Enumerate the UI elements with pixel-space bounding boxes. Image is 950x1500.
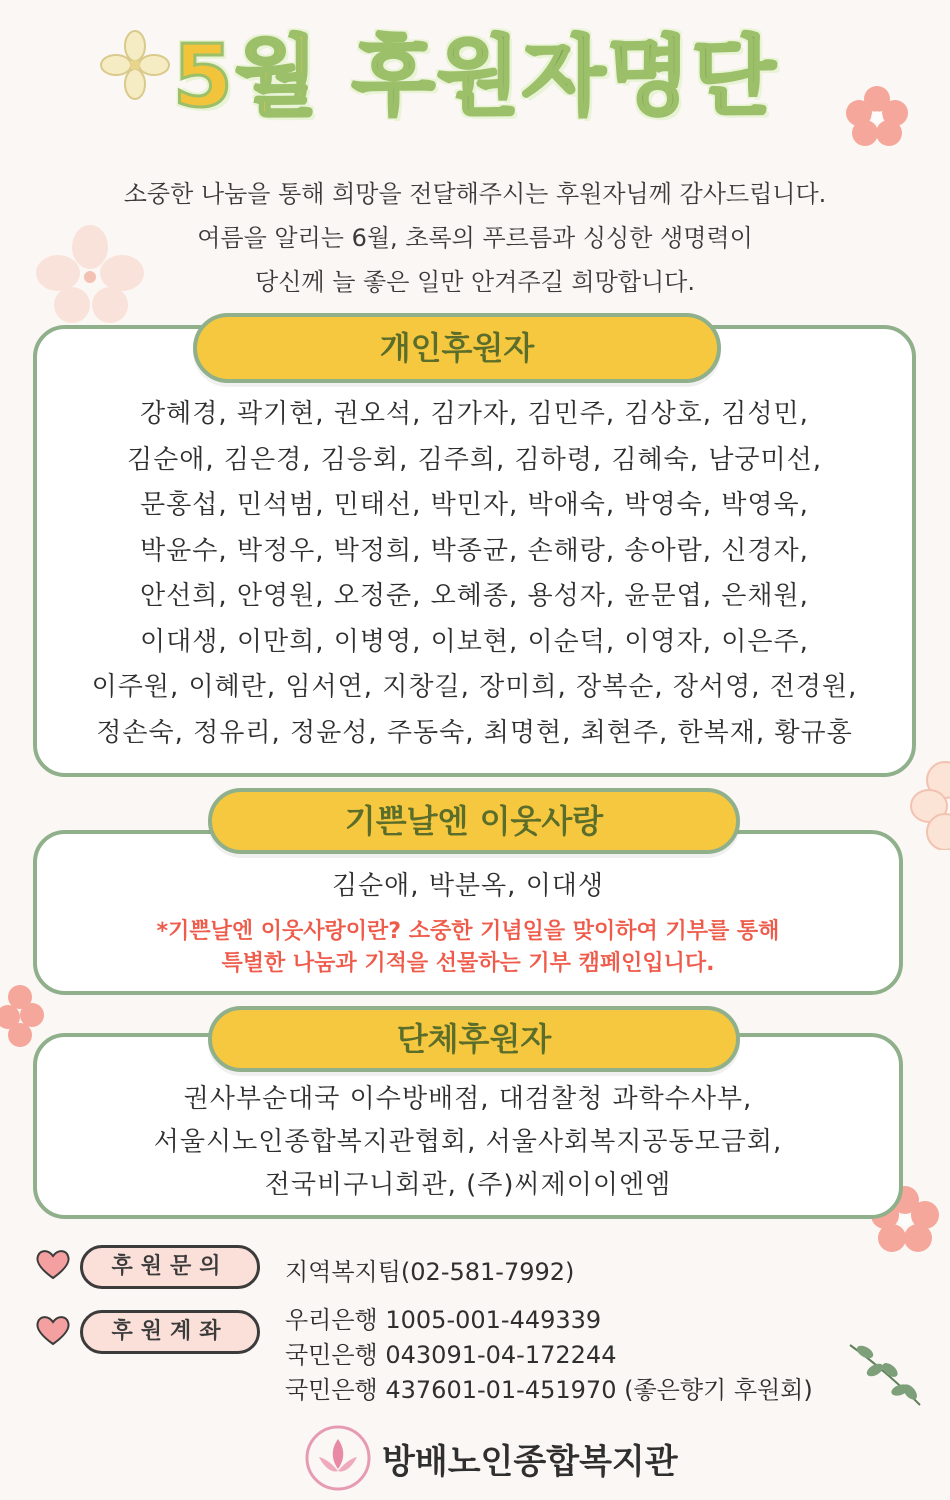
donor-line: 강혜경, 곽기현, 권오석, 김가자, 김민주, 김상호, 김성민, [140, 399, 809, 429]
donor-line: 박윤수, 박정우, 박정희, 박종균, 손해랑, 송아람, 신경자, [140, 535, 809, 566]
page-title [0, 22, 950, 142]
intro-line: 당신께 늘 좋은 일만 안겨주길 희망합니다. [255, 268, 695, 296]
account-list [285, 1303, 813, 1408]
group-donors-list [33, 1078, 903, 1207]
donor-line: 정손숙, 정유리, 정윤성, 주동숙, 최명현, 최현주, 한복재, 황규홍 [96, 717, 853, 748]
donor-line: 이주원, 이혜란, 임서연, 지창길, 장미희, 장복순, 장서영, 전경원, [91, 672, 858, 702]
group-donors-header [208, 1006, 740, 1072]
donor-line: 안선희, 안영원, 오정준, 오혜종, 용성자, 윤문엽, 은채원, [140, 581, 809, 611]
happy-day-note [33, 916, 903, 980]
intro-text [0, 172, 950, 304]
heart-icon [35, 1314, 71, 1346]
group-donors-label: 단체후원자 [396, 1020, 552, 1058]
happy-day-label: 기쁜날엔 이웃사랑 [344, 802, 604, 840]
donor-line: 이대생, 이만희, 이병영, 이보현, 이순덕, 이영자, 이은주, [140, 626, 809, 657]
intro-line: 여름을 알리는 6월, 초록의 푸르름과 싱싱한 생명력이 [197, 224, 753, 252]
note-line: 특별한 나눔과 기적을 선물하는 기부 캠페인입니다. [221, 951, 715, 976]
account-line: 국민은행 437601-01-451970 (좋은향기 후원회) [285, 1376, 813, 1404]
intro-line: 소중한 나눔을 통해 희망을 전달해주시는 후원자님께 감사드립니다. [123, 180, 827, 208]
inquiry-tag [80, 1245, 260, 1289]
title-month: 5월 [172, 27, 320, 127]
happy-day-header [208, 788, 740, 854]
account-line: 우리은행 1005-001-449339 [285, 1306, 602, 1334]
group-line: 서울시노인종합복지관협회, 서울사회복지공동모금회, [153, 1127, 783, 1157]
happy-day-names: 김순애, 박분옥, 이대생 [331, 871, 605, 901]
title-main: 후원자명단 [351, 27, 778, 127]
account-label: 후원계좌 [111, 1319, 229, 1344]
inquiry-value: 지역복지팀(02-581-7992) [285, 1258, 575, 1286]
organization-name: 방배노인종합복지관 [382, 1442, 678, 1482]
group-line: 권사부순대국 이수방배점, 대검찰청 과학수사부, [183, 1084, 753, 1114]
individual-donors-label: 개인후원자 [379, 329, 535, 367]
leaf-branch-icon [845, 1340, 925, 1410]
account-line: 국민은행 043091-04-172244 [285, 1341, 617, 1369]
individual-donors-header [193, 313, 721, 383]
flower-decoration-right-mid-icon [905, 760, 950, 850]
donor-line: 문홍섭, 민석범, 민태선, 박민자, 박애숙, 박영숙, 박영욱, [140, 490, 809, 520]
account-tag [80, 1310, 260, 1354]
individual-donors-list [33, 392, 916, 756]
note-line: *기쁜날엔 이웃사랑이란? 소중한 기념일을 맞이하여 기부를 통해 [156, 919, 780, 944]
organization-logo-icon [305, 1425, 371, 1491]
flower-decoration-left-mid-icon [0, 985, 44, 1049]
inquiry-label: 후원문의 [111, 1254, 229, 1279]
heart-icon [35, 1248, 71, 1280]
donor-line: 김순애, 김은경, 김응회, 김주희, 김하령, 김혜숙, 남궁미선, [127, 444, 822, 475]
group-line: 전국비구니회관, (주)씨제이이엔엠 [264, 1170, 672, 1200]
